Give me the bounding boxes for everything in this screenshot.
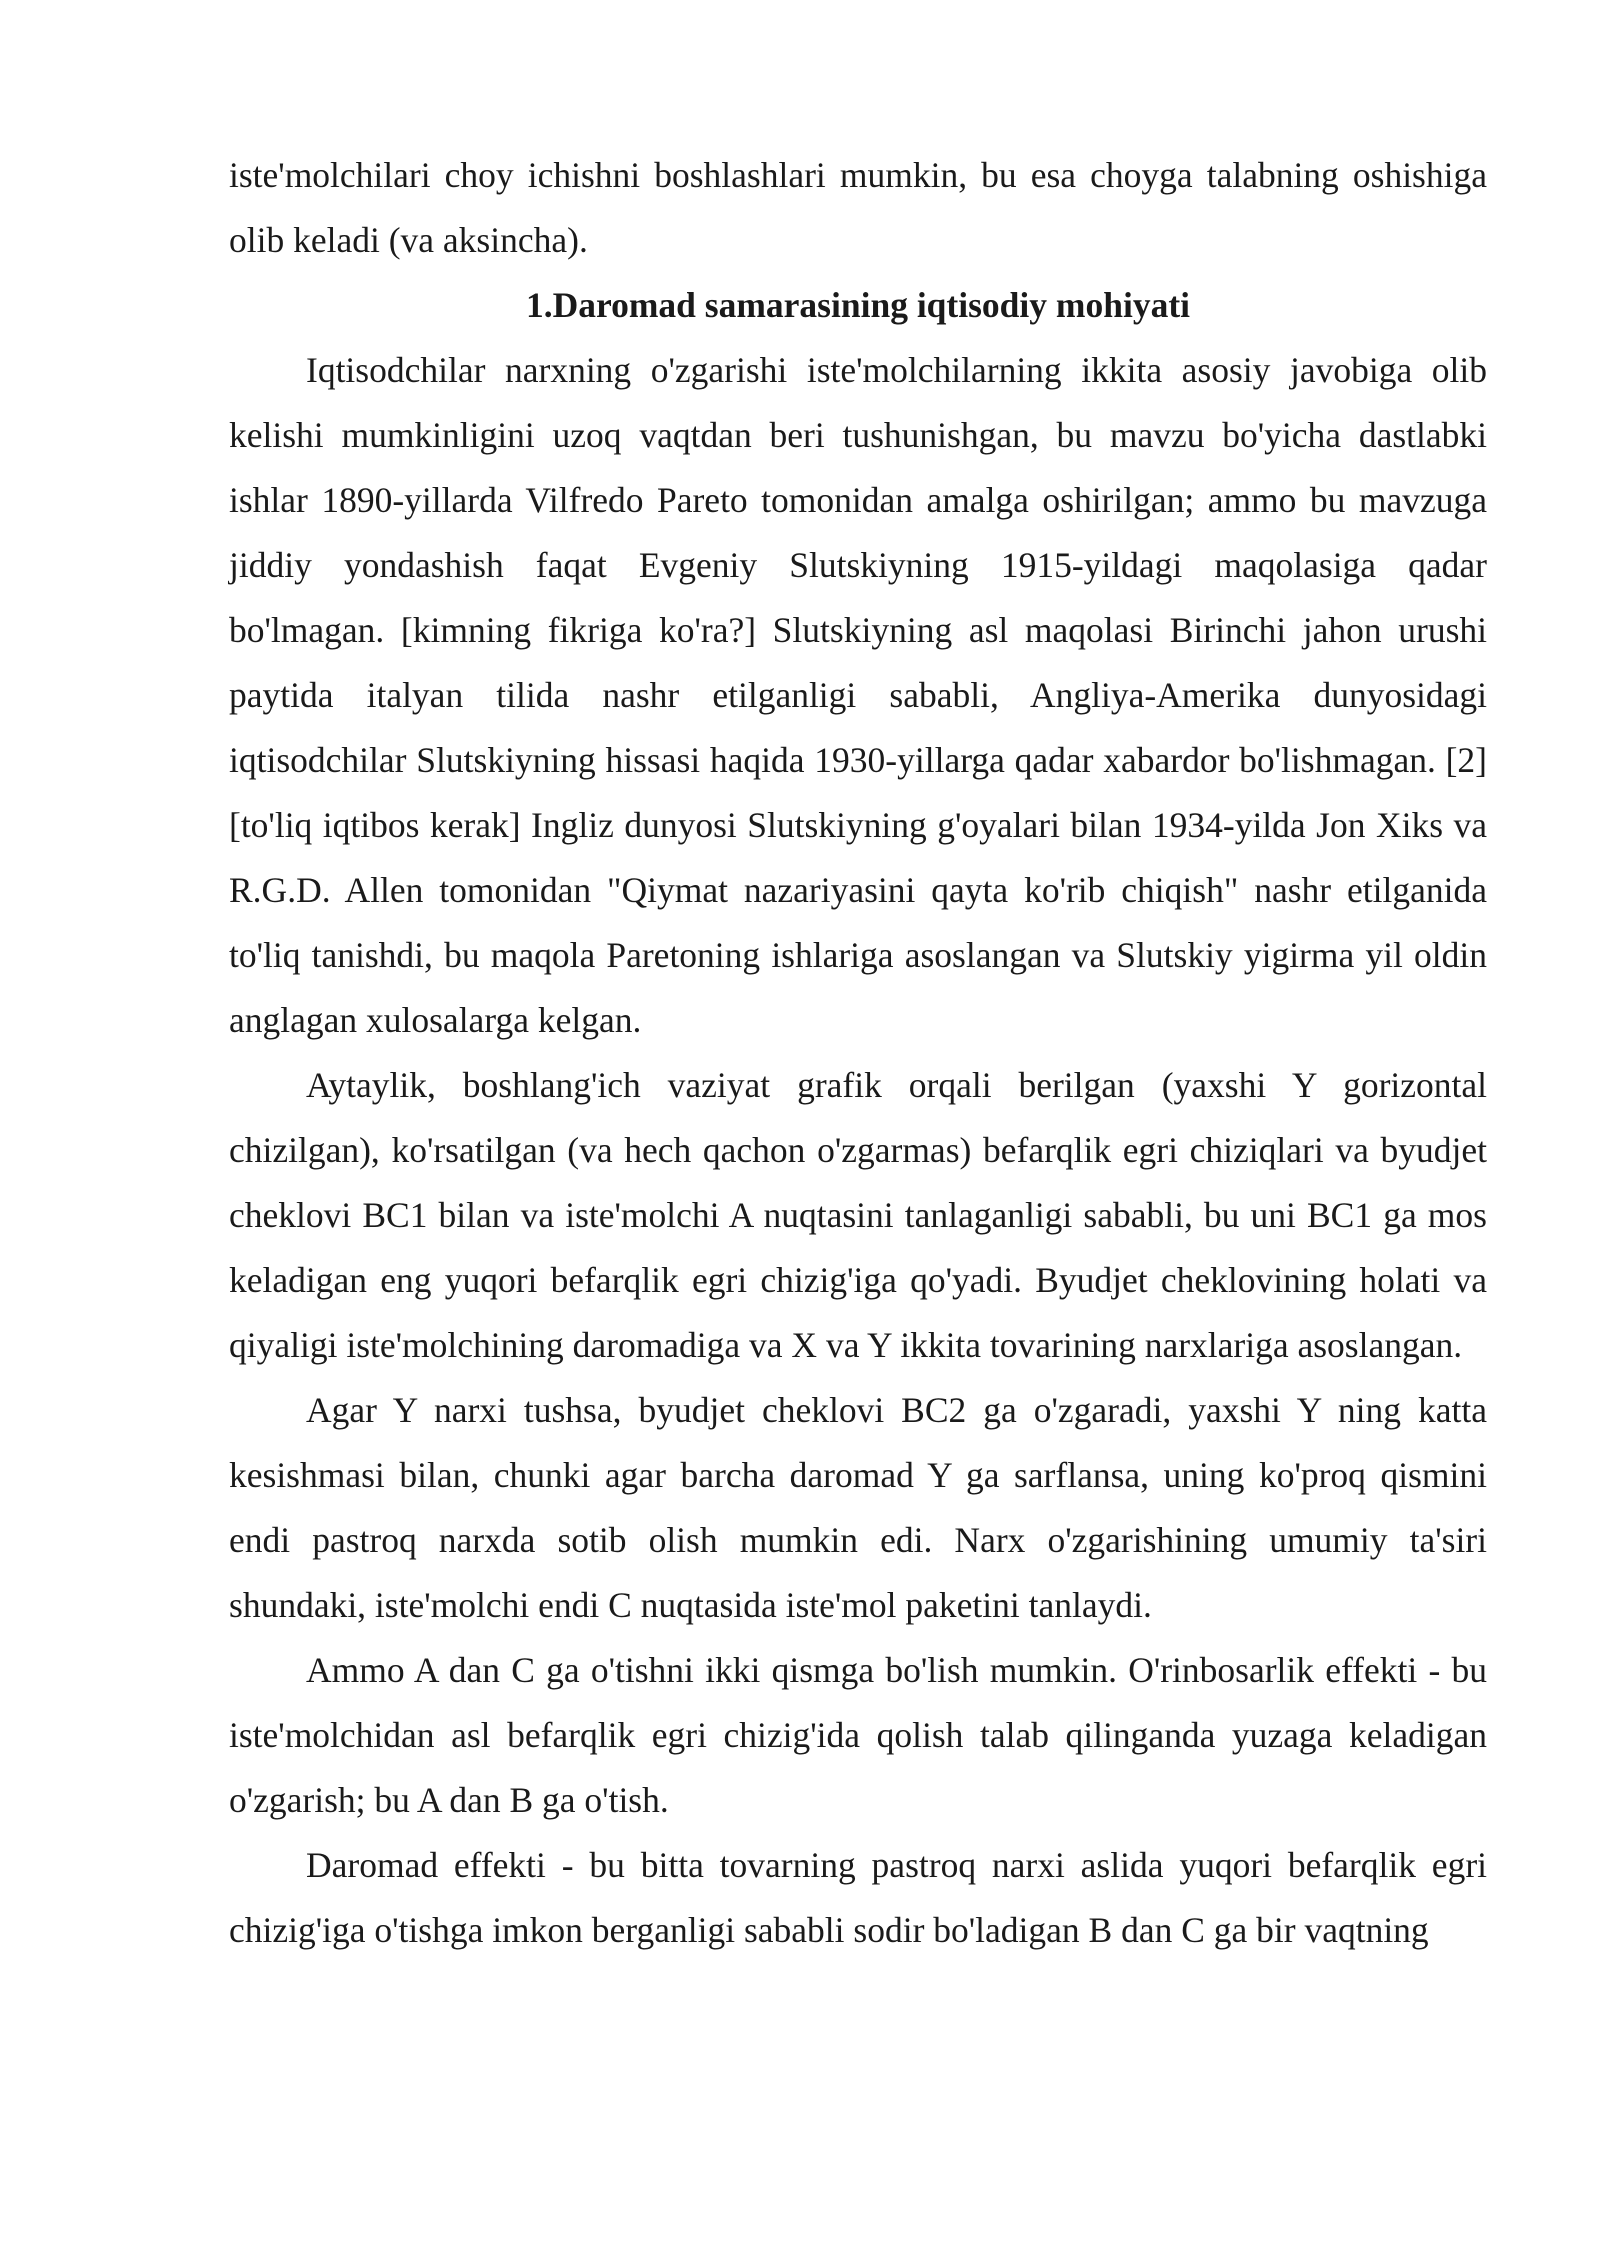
continuation-paragraph: iste'molchilari choy ichishni boshlashlari mumkin, bu esa choyga talabning oshishiga olib keladi (va aksincha). bbox=[229, 155, 1487, 260]
section-heading: 1.Daromad samarasining iqtisodiy mohiyati bbox=[525, 285, 1191, 325]
document-body bbox=[229, 143, 1487, 1963]
paragraph-price-drop: Agar Y narxi tushsa, byudjet cheklovi BC2 ga o'zgaradi, yaxshi Y ning katta kesishmasi bilan, chunki agar barcha daromad Y ga sarflansa, uning ko'proq qismini endi pastroq narxda sotib olish mumkin edi. Narx o'zgarishining umumiy ta'siri shundaki, iste'molchi endi C nuqtasida iste'mol paketini tanlaydi. bbox=[229, 1390, 1487, 1625]
paragraph-history: Iqtisodchilar narxning o'zgarishi iste'molchilarning ikkita asosiy javobiga olib kelishi mumkinligini uzoq vaqtdan beri tushunishgan, bu mavzu bo'yicha dastlabki ishlar 1890-yillarda Vilfredo Pareto tomonidan amalga oshirilgan; ammo bu mavzuga jiddiy yondashish faqat Evgeniy Slutskiyning 1915-yildagi maqolasiga qadar bo'lmagan. [kimning fikriga ko'ra?] Slutskiyning asl maqolasi Birinchi jahon urushi paytida italyan tilida nashr etilganligi sababli, Angliya-Amerika dunyosidagi iqtisodchilar Slutskiyning hissasi haqida 1930-yillarga qadar xabardor bo'lishmagan. [2] [to'liq iqtibos kerak] Ingliz dunyosi Slutskiyning g'oyalari bilan 1934-yilda Jon Xiks va R.G.D. Allen tomonidan "Qiymat nazariyasini qayta ko'rib chiqish" nashr etilganida to'liq tanishdi, bu maqola Paretoning ishlariga asoslangan va Slutskiy yigirma yil oldin anglagan xulosalarga kelgan. bbox=[229, 350, 1487, 1040]
paragraph-initial-situation: Aytaylik, boshlang'ich vaziyat grafik orqali berilgan (yaxshi Y gorizontal chizilgan), ko'rsatilgan (va hech qachon o'zgarmas) befarqlik egri chiziqlari va byudjet cheklovi BC1 bilan va iste'molchi A nuqtasini tanlaganligi sababli, bu uni BC1 ga mos keladigan eng yuqori befarqlik egri chizig'iga qo'yadi. Byudjet cheklovining holati va qiyaligi iste'molchining daromadiga va X va Y ikkita tovarining narxlariga asoslangan. bbox=[229, 1065, 1487, 1365]
paragraph-income-effect: Daromad effekti - bu bitta tovarning pastroq narxi aslida yuqori befarqlik egri chizig'iga o'tishga imkon berganligi sababli sodir bo'ladigan B dan C ga bir vaqtning bbox=[229, 1845, 1487, 1950]
paragraph-substitution-effect: Ammo A dan C ga o'tishni ikki qismga bo'lish mumkin. O'rinbosarlik effekti - bu iste'molchidan asl befarqlik egri chizig'ida qolish talab qilinganda yuzaga keladigan o'zgarish; bu A dan B ga o'tish. bbox=[229, 1650, 1487, 1820]
